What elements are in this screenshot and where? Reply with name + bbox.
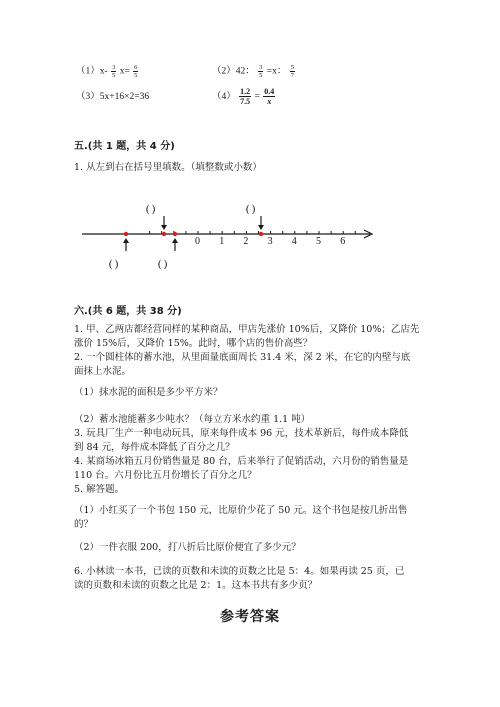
question-6-2-sub2: （2）蓄水池能蓄多少吨水？（每立方米水约重 1.1 吨）: [74, 414, 311, 425]
fraction: $\frac{5}{7}$: [290, 64, 295, 79]
section-6-title: 六.(共 6 题，共 38 分): [74, 306, 182, 317]
question-6-4-line1: 4. 某商场冰箱五月份销售量是 80 台，后来举行了促销活动，六月份的销售量是: [74, 456, 409, 467]
question-6-4-line2: 110 台。六月份比五月份增长了百分之几？: [74, 470, 257, 481]
question-6-2-line2: 面抹上水泥。: [74, 366, 132, 377]
fraction: $\frac{0.4}{x}$: [264, 87, 275, 107]
equation-3: （3）5x+16×2=36: [76, 92, 150, 102]
question-6-5-sub2: （2）一件衣服 200，打八折后比原价便宜了多少元？: [74, 542, 301, 553]
question-6-5-sub1-cont: 的？: [74, 519, 94, 530]
question-6-2-sub1: （1）抹水泥的面积是多少平方米？: [74, 387, 223, 398]
equation-1: （1）x- $\frac{3}{5}$ x= $\frac{6}{5}$: [76, 64, 138, 79]
section-5-title: 五.(共 1 题，共 4 分): [74, 141, 175, 152]
tick-label: 0: [195, 236, 200, 247]
question-6-5-sub1: （1）小红买了一个书包 150 元，比原价少花了 50 元。这个书包是按几折出售: [74, 505, 408, 516]
number-line-figure: [80, 196, 380, 276]
answer-blank: ( ): [246, 204, 256, 215]
question-6-2-line1: 2. 一个圆柱体的蓄水池，从里面量底面周长 31.4 米，深 2 米，在它的内壁与底: [74, 352, 411, 363]
question-6-6-line1: 6. 小林读一本书，已读的页数和未读的页数之比是 5：4。如果再读 25 页，已: [74, 566, 405, 577]
fraction: $\frac{3}{5}$: [112, 64, 116, 79]
question-6-1-line1: 1. 甲、乙两店都经营同样的某种商品，甲店先涨价 10%后，又降价 10%；乙店先: [74, 324, 420, 335]
question-6-6-line2: 读的页数和未读的页数之比是 2：1。这本书共有多少页？: [74, 580, 318, 591]
tick-label: 1: [219, 236, 225, 247]
question-6-3-line1: 3. 玩具厂生产一种电动玩具，原来每件成本 96 元，技术革新后，每件成本降低: [74, 428, 409, 439]
tick-label: 5: [316, 236, 321, 247]
tick-label: 2: [243, 236, 249, 247]
equation-4: （4） $\frac{1.2}{7.5}$ = $\frac{0.4}{x}$: [212, 87, 275, 107]
fraction: $\frac{6}{5}$: [134, 64, 138, 79]
question-6-1-line2: 涨价 15%后，又降价 15%。此时，哪个店的售价高些？: [74, 338, 313, 349]
marked-point: [124, 232, 128, 236]
fraction: $\frac{3}{5}$: [259, 64, 263, 79]
fraction: $\frac{1.2}{7.5}$: [240, 87, 251, 107]
answer-blank: ( ): [109, 259, 119, 270]
marked-point: [162, 232, 166, 236]
answer-key-title: 参考答案: [220, 609, 280, 625]
arrowhead-icon: [161, 225, 167, 230]
answer-blank: ( ): [158, 259, 168, 270]
arrowhead-icon: [123, 238, 129, 243]
equation-2: （2）42： $\frac{3}{5}$ =x： $\frac{5}{7}$: [212, 64, 295, 79]
marked-point: [259, 232, 263, 236]
question-6-3-line2: 到 84 元，每件成本降低了百分之几？: [74, 442, 235, 453]
answer-blank: ( ): [146, 204, 156, 215]
tick-label: 6: [340, 236, 346, 247]
marked-point: [173, 232, 177, 236]
arrowhead-icon: [258, 225, 264, 230]
question-6-5: 5. 解答题。: [74, 484, 125, 495]
tick-label: 3: [267, 236, 273, 247]
arrowhead-icon: [172, 238, 178, 243]
question-5-1: 1. 从左到右在括号里填数。（填整数或小数）: [74, 162, 262, 173]
tick-label: 4: [291, 236, 297, 247]
tick-labels: [195, 236, 345, 247]
